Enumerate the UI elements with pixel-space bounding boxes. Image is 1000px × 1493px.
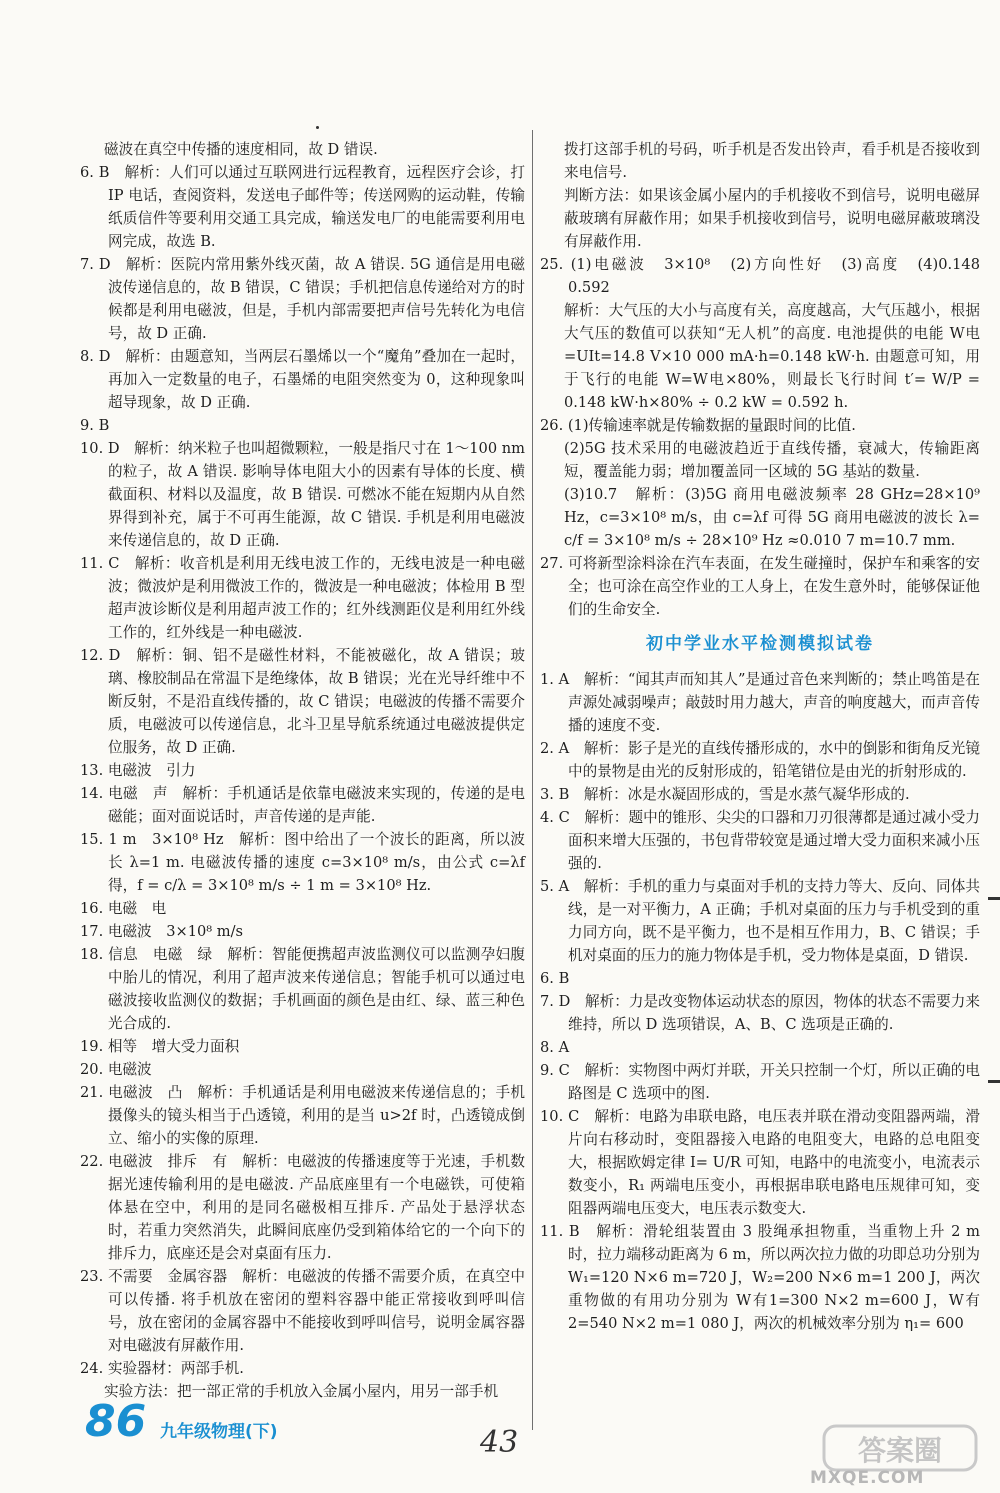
- answer-paragraph: 实验方法：把一部正常的手机放入金属小屋内，用另一部手机: [104, 1383, 499, 1400]
- answer-paragraph: 7. D 解析：医院内常用紫外线灭菌，故 A 错误. 5G 通信是用电磁波传递信息的，故 B 错误，C 错误；手机把信息传递给对方的时候都是利用电磁波，但是，手机内部需要把声信号先转化为电信号，故 D 正确.: [80, 256, 525, 342]
- answer-paragraph: 解析：大气压的大小与高度有关，高度越高，大气压越小，根据大气压的数值可以获知“无人机”的高度. 电池提供的电能 W电 =UIt=14.8 V×10 000 mA·h=0.148 kW·h. 由题意可知，用于飞行的电能 W=W电×80%，则最长飞行时间 t′= W/P = 0.148 kW·h×80% ÷ 0.2 kW = 0.592 h.: [564, 302, 980, 411]
- answer-paragraph: 6. B: [540, 970, 570, 987]
- answer-paragraph: 26. (1)传输速率就是传输数据的量跟时间的比值.: [540, 417, 856, 434]
- answer-paragraph: 6. B 解析：人们可以通过互联网进行远程教育，远程医疗会诊，打 IP 电话，查阅资料，发送电子邮件等；传送网购的运动鞋，传输纸质信件等要利用交通工具完成，输送发电厂的电能需要利用电网完成，故选 B.: [80, 164, 525, 250]
- page-footer: [85, 1396, 147, 1447]
- answer-paragraph: 20. 电磁波: [80, 1061, 152, 1078]
- answer-paragraph: 1. A 解析：“闻其声而知其人”是通过音色来判断的；禁止鸣笛是在声源处减弱噪声；敲鼓时用力越大，声音的响度越大，而声音传播的速度不变.: [540, 671, 980, 734]
- answer-paragraph: 24. 实验器材：两部手机.: [80, 1360, 244, 1377]
- answer-paragraph: 判断方法：如果该金属小屋内的手机接收不到信号，说明电磁屏蔽玻璃有屏蔽作用；如果手机接收到信号，说明电磁屏蔽玻璃没有屏蔽作用.: [564, 187, 980, 250]
- answer-paragraph: 21. 电磁波 凸 解析：手机通话是利用电磁波来传递信息的；手机摄像头的镜头相当于凸透镜，利用的是当 u>2f 时，凸透镜成倒立、缩小的实像的原理.: [80, 1084, 525, 1147]
- handwritten-number: 43: [480, 1425, 519, 1460]
- margin-mark: [988, 1080, 1000, 1083]
- book-title: 九年级物理(下): [160, 1422, 278, 1442]
- answer-paragraph: 8. A: [540, 1039, 570, 1056]
- answer-paragraph: 23. 不需要 金属容器 解析：电磁波的传播不需要介质，在真空中可以传播. 将手机放在密闭的塑料容器中能正常接收到呼叫信号，放在密闭的金属容器中不能接收到呼叫信号，说明金属容器对电磁波有屏蔽作用.: [80, 1268, 525, 1354]
- answer-paragraph: 7. D 解析：力是改变物体运动状态的原因，物体的状态不需要力来维持，所以 D 选项错误，A、B、C 选项是正确的.: [540, 993, 980, 1033]
- answer-paragraph: 9. B: [80, 417, 110, 434]
- answer-paragraph: (2)5G 技术采用的电磁波趋近于直线传播，衰减大，传输距离短，覆盖能力弱；增加覆盖同一区域的 5G 基站的数量.: [564, 440, 980, 480]
- answer-paragraph: 11. C 解析：收音机是利用无线电波工作的，无线电波是一种电磁波；微波炉是利用微波工作的，微波是一种电磁波；体检用 B 型超声波诊断仪是利用超声波工作的；红外线测距仪是利用红外线工作的，红外线是一种电磁波.: [80, 555, 525, 641]
- answer-paragraph: 12. D 解析：铜、铝不是磁性材料，不能被磁化，故 A 错误；玻璃、橡胶制品在常温下是绝缘体，故 B 错误；光在光导纤维中不断反射，不是沿直线传播的，故 C 错误；电磁波的传播不需要介质，电磁波可以传递信息，北斗卫星导航系统通过电磁波提供定位服务，故 D 正确.: [80, 647, 525, 756]
- section-title: 初中学业水平检测模拟试卷: [646, 634, 874, 654]
- answer-paragraph: 16. 电磁 电: [80, 900, 167, 917]
- watermark-logo-text: 答案圈: [857, 1434, 943, 1467]
- column-divider: [532, 130, 533, 1430]
- answer-paragraph: 9. C 解析：实物图中两灯并联，开关只控制一个灯，所以正确的电路图是 C 选项中的图.: [540, 1062, 980, 1102]
- margin-mark: [988, 897, 1000, 900]
- answer-paragraph: 4. C 解析：题中的锥形、尖尖的口器和刀刃很薄都是通过减小受力面积来增大压强的，书包背带较宽是通过增大受力面积来减小压强的.: [540, 809, 980, 872]
- answer-paragraph: 2. A 解析：影子是光的直线传播形成的，水中的倒影和街角反光镜中的景物是由光的反射形成的，铅笔错位是由光的折射形成的.: [540, 740, 980, 780]
- left-column: [80, 138, 525, 1403]
- answer-paragraph: 22. 电磁波 排斥 有 解析：电磁波的传播速度等于光速，手机数据光速传输利用的是电磁波. 产品底座里有一个电磁铁，可使箱体悬在空中，利用的是同名磁极相互排斥. 产品处于悬浮状态时，若重力突然消失，此瞬间底座仍受到箱体给它的一个向下的排斥力，底座还是会对桌面有压力.: [80, 1153, 525, 1262]
- answer-paragraph: 17. 电磁波 3×10⁸ m/s: [80, 923, 244, 940]
- answer-paragraph: 5. A 解析：手机的重力与桌面对手机的支持力等大、反向、同体共线，是一对平衡力，A 正确；手机对桌面的压力与手机受到的重力同方向，既不是平衡力，也不是相互作用力，B、C 错误；手机对桌面的压力的施力物体是手机，受力物体是桌面，D 错误.: [540, 878, 980, 964]
- page-number: 86: [85, 1396, 147, 1447]
- answer-paragraph: 14. 电磁 声 解析：手机通话是依靠电磁波来实现的，传递的是电磁能；面对面说话时，声音传递的是声能.: [80, 785, 525, 825]
- answer-paragraph: 27. 可将新型涂料涂在汽车表面，在发生碰撞时，保护车和乘客的安全；也可涂在高空作业的工人身上，在发生意外时，能够保证他们的生命安全.: [540, 555, 980, 618]
- right-column-test-answers: [540, 668, 980, 1335]
- right-column: [540, 138, 995, 1335]
- stray-dot: [316, 126, 319, 129]
- answer-paragraph: 3. B 解析：冰是水凝固形成的，雪是水蒸气凝华形成的.: [540, 786, 910, 803]
- answer-paragraph: 15. 1 m 3×10⁸ Hz 解析：图中给出了一个波长的距离，所以波长 λ=1 m. 电磁波传播的速度 c=3×10⁸ m/s，由公式 c=λf 得，f = c/λ = 3×10⁸ m/s ÷ 1 m = 3×10⁸ Hz.: [80, 831, 525, 894]
- answer-paragraph: 10. C 解析：电路为串联电路，电压表并联在滑动变阻器两端，滑片向右移动时，变阻器接入电路的电阻变大，电路的总电阻变大，根据欧姆定律 I= U/R 可知，电路中的电流变小，电流表示数变小，R₁ 两端电压变小，再根据串联电路电压规律可知，变阻器两端电压变大，电压表示数变大.: [540, 1108, 980, 1217]
- answer-paragraph: 13. 电磁波 引力: [80, 762, 196, 779]
- answer-paragraph: 18. 信息 电磁 绿 解析：智能便携超声波监测仪可以监测孕妇腹中胎儿的情况，利用了超声波来传递信息；智能手机可以通过电磁波接收监测仪的数据；手机画面的颜色是由红、绿、蓝三种色光合成的.: [80, 946, 525, 1032]
- answer-paragraph: (3)10.7 解析：(3)5G 商用电磁波频率 28 GHz=28×10⁹ Hz，c=3×10⁸ m/s，由 c=λf 可得 5G 商用电磁波的波长 λ= c/f = 3×10⁸ m/s ÷ 28×10⁹ Hz ≈0.010 7 m=10.7 mm.: [564, 486, 980, 549]
- answer-paragraph: 19. 相等 增大受力面积: [80, 1038, 240, 1055]
- answer-paragraph: 25. (1)电磁波 3×10⁸ (2)方向性好 (3)高度 (4)0.148 0.592: [540, 256, 995, 296]
- answer-paragraph: 11. B 解析：滑轮组装置由 3 股绳承担物重，当重物上升 2 m 时，拉力端移动距离为 6 m，所以两次拉力做的功即总功分别为 W₁=120 N×6 m=720 J，W₂=200 N×6 m=1 200 J，两次重物做的有用功分别为 W有1=300 N×2 m=600 J，W有2=540 N×2 m=1 080 J，两次的机械效率分别为 η₁= 600: [540, 1223, 980, 1332]
- answer-paragraph: 拨打这部手机的号码，听手机是否发出铃声，看手机是否接收到来电信号.: [564, 141, 980, 181]
- answer-paragraph: 磁波在真空中传播的速度相同，故 D 错误.: [104, 141, 378, 158]
- right-column-answers: [540, 138, 995, 621]
- answer-paragraph: 10. D 解析：纳米粒子也叫超微颗粒，一般是指尺寸在 1～100 nm 的粒子，故 A 错误. 影响导体电阻大小的因素有导体的长度、横截面积、材料以及温度，故 B 错误. 可燃冰不能在短期内从自然界得到补充，属于不可再生能源，故 C 错误. 手机是利用电磁波来传递信息的，故 D 正确.: [80, 440, 525, 549]
- answer-paragraph: 8. D 解析：由题意知，当两层石墨烯以一个“魔角”叠加在一起时，再加入一定数量的电子，石墨烯的电阻突然变为 0，这种现象叫超导现象，故 D 正确.: [80, 348, 525, 411]
- watermark-site: MXQE.COM: [810, 1468, 925, 1488]
